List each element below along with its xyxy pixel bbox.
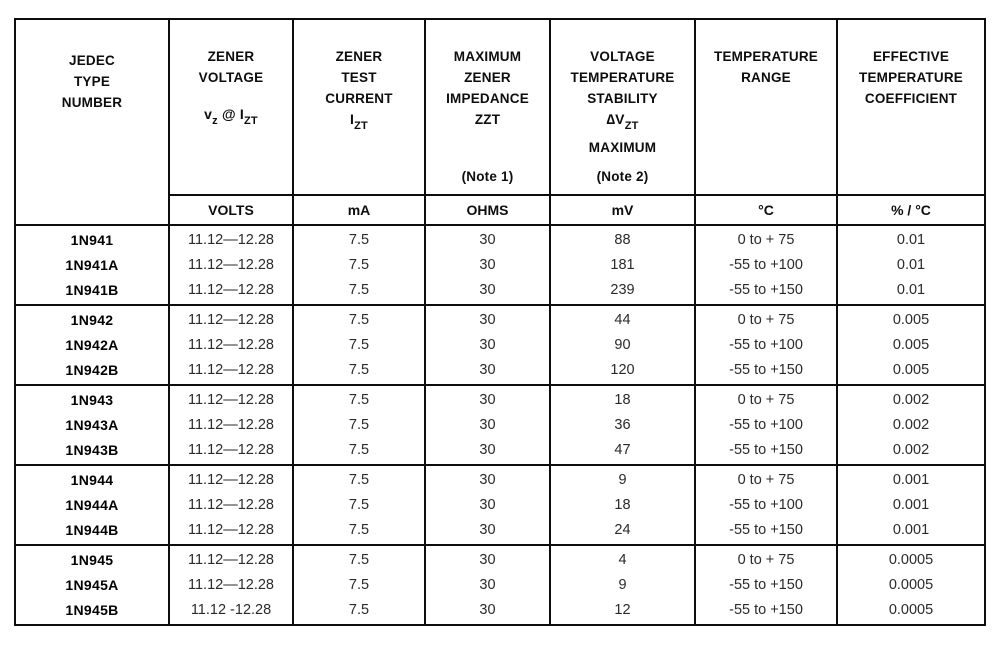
unit-volts: VOLTS [169, 195, 293, 225]
stability-value: 181 [610, 256, 635, 273]
coefficient-value: 0.0005 [888, 576, 934, 593]
group-1n943 [15, 385, 985, 465]
range-value: -55 to +150 [729, 281, 803, 298]
coefficient-value: 0.002 [892, 391, 930, 408]
voltage-value: 11.12—12.28 [188, 521, 274, 538]
range-value: 0 to + 75 [737, 231, 795, 248]
type-value: 1N941 [70, 231, 114, 248]
range-value: -55 to +100 [729, 336, 803, 353]
impedance-value: 30 [479, 601, 496, 618]
coefficient-value: 0.01 [896, 231, 926, 248]
range-value: 0 to + 75 [737, 311, 795, 328]
range-value: 0 to + 75 [737, 471, 795, 488]
current-value: 7.5 [348, 521, 370, 538]
voltage-value: 11.12—12.28 [188, 231, 274, 248]
stability-value: 44 [614, 311, 631, 328]
range-cell [695, 545, 837, 625]
type-value: 1N945A [65, 576, 119, 593]
range-cell [695, 225, 837, 305]
voltage-value: 11.12 -12.28 [190, 601, 272, 618]
impedance-value: 30 [479, 311, 496, 328]
current-value: 7.5 [348, 231, 370, 248]
coefficient-value: 0.01 [896, 256, 926, 273]
header-effective-temp-coefficient [837, 19, 985, 195]
note-2-ref: (Note 2) [596, 169, 649, 184]
impedance-value: 30 [479, 576, 496, 593]
type-value: 1N943B [65, 441, 119, 458]
coefficient-cell [837, 225, 985, 305]
stability-cell [550, 385, 695, 465]
type-value: 1N942A [65, 336, 119, 353]
range-cell [695, 385, 837, 465]
zener-spec-table [14, 18, 986, 626]
impedance-cell [425, 545, 550, 625]
voltage-cell [169, 305, 293, 385]
current-value: 7.5 [348, 441, 370, 458]
header-line: STABILITY [587, 91, 658, 106]
stability-value: 18 [614, 496, 631, 513]
unit-ma: mA [293, 195, 425, 225]
header-line: COEFFICIENT [864, 91, 958, 106]
voltage-cell [169, 385, 293, 465]
unit-pct-per-celsius: % / °C [837, 195, 985, 225]
voltage-value: 11.12—12.28 [188, 496, 274, 513]
group-1n944 [15, 465, 985, 545]
symbol-i: I [239, 106, 244, 122]
current-value: 7.5 [348, 416, 370, 433]
symbol-v: v [204, 106, 213, 122]
voltage-value: 11.12—12.28 [188, 336, 274, 353]
type-cell [15, 225, 169, 305]
zener-voltage-symbol [170, 104, 292, 132]
stability-value: 24 [614, 521, 631, 538]
coefficient-value: 0.005 [892, 336, 930, 353]
stability-value: 120 [610, 361, 635, 378]
current-cell [293, 305, 425, 385]
symbol-v-subscript: z [212, 115, 218, 127]
range-value: -55 to +150 [729, 441, 803, 458]
header-line: TEMPERATURE [570, 70, 675, 85]
symbol-i: I [350, 111, 355, 127]
symbol-delta-v-subscript: ZT [624, 120, 639, 132]
impedance-value: 30 [479, 521, 496, 538]
type-value: 1N941A [65, 256, 119, 273]
type-cell [15, 465, 169, 545]
current-value: 7.5 [348, 496, 370, 513]
stability-value: 47 [614, 441, 631, 458]
range-value: -55 to +100 [729, 416, 803, 433]
header-line: CURRENT [325, 91, 393, 106]
header-max-zener-impedance [425, 19, 550, 195]
coefficient-cell [837, 385, 985, 465]
header-line: EFFECTIVE [872, 49, 950, 64]
voltage-value: 11.12—12.28 [188, 311, 274, 328]
type-value: 1N942 [70, 311, 114, 328]
header-line: NUMBER [61, 95, 123, 110]
impedance-value: 30 [479, 416, 496, 433]
stability-value: 4 [618, 551, 627, 568]
current-value: 7.5 [348, 551, 370, 568]
type-value: 1N943 [70, 391, 114, 408]
range-cell [695, 465, 837, 545]
stability-value: 90 [614, 336, 631, 353]
delta-vzt-symbol [551, 109, 694, 137]
voltage-value: 11.12—12.28 [188, 256, 274, 273]
stability-value: 239 [610, 281, 635, 298]
coefficient-value: 0.001 [892, 496, 930, 513]
stability-cell [550, 225, 695, 305]
current-value: 7.5 [348, 336, 370, 353]
type-value: 1N944 [70, 471, 114, 488]
current-value: 7.5 [348, 601, 370, 618]
coefficient-value: 0.005 [892, 361, 930, 378]
header-line: VOLTAGE [590, 49, 655, 64]
unit-mv: mV [550, 195, 695, 225]
header-line: RANGE [741, 70, 791, 85]
stability-value: 18 [614, 391, 631, 408]
header-jedec-type-number [15, 19, 169, 225]
current-cell [293, 465, 425, 545]
current-value: 7.5 [348, 391, 370, 408]
coefficient-value: 0.005 [892, 311, 930, 328]
coefficient-value: 0.0005 [888, 601, 934, 618]
type-value: 1N944B [65, 521, 119, 538]
current-value: 7.5 [348, 311, 370, 328]
coefficient-cell [837, 465, 985, 545]
unit-ohms: OHMS [425, 195, 550, 225]
coefficient-cell [837, 545, 985, 625]
current-value: 7.5 [348, 361, 370, 378]
type-value: 1N945B [65, 601, 119, 618]
header-line: IMPEDANCE [446, 91, 529, 106]
impedance-cell [425, 385, 550, 465]
header-line: ZZT [474, 112, 501, 127]
stability-value: 88 [614, 231, 631, 248]
header-line: MAXIMUM [453, 49, 522, 64]
voltage-cell [169, 225, 293, 305]
voltage-value: 11.12—12.28 [188, 416, 274, 433]
header-row [15, 19, 985, 195]
stability-value: 36 [614, 416, 631, 433]
current-cell [293, 385, 425, 465]
current-value: 7.5 [348, 471, 370, 488]
voltage-value: 11.12—12.28 [188, 441, 274, 458]
voltage-value: 11.12—12.28 [188, 471, 274, 488]
header-line: VOLTAGE [198, 70, 264, 85]
voltage-value: 11.12—12.28 [188, 576, 274, 593]
type-value: 1N943A [65, 416, 119, 433]
header-zener-test-current [293, 19, 425, 195]
group-1n942 [15, 305, 985, 385]
current-value: 7.5 [348, 256, 370, 273]
impedance-value: 30 [479, 391, 496, 408]
coefficient-value: 0.0005 [888, 551, 934, 568]
impedance-value: 30 [479, 471, 496, 488]
stability-cell [550, 465, 695, 545]
stability-cell [550, 305, 695, 385]
group-1n945 [15, 545, 985, 625]
range-value: -55 to +150 [729, 576, 803, 593]
header-line: ZENER [207, 49, 255, 64]
header-line: MAXIMUM [588, 140, 657, 155]
header-line: TEMPERATURE [714, 49, 818, 64]
impedance-cell [425, 225, 550, 305]
current-value: 7.5 [348, 281, 370, 298]
header-line: TEST [341, 70, 377, 85]
symbol-at: @ [221, 106, 236, 122]
range-value: -55 to +100 [729, 256, 803, 273]
header-voltage-temp-stability [550, 19, 695, 195]
header-line: TEMPERATURE [859, 70, 963, 85]
header-line: JEDEC [68, 53, 115, 68]
type-cell [15, 305, 169, 385]
impedance-value: 30 [479, 231, 496, 248]
current-value: 7.5 [348, 576, 370, 593]
range-value: -55 to +150 [729, 521, 803, 538]
impedance-cell [425, 305, 550, 385]
impedance-value: 30 [479, 441, 496, 458]
header-temperature-range [695, 19, 837, 195]
type-value: 1N941B [65, 281, 119, 298]
range-value: 0 to + 75 [737, 551, 795, 568]
range-value: -55 to +150 [729, 361, 803, 378]
impedance-value: 30 [479, 256, 496, 273]
unit-celsius: °C [695, 195, 837, 225]
voltage-value: 11.12—12.28 [188, 551, 274, 568]
range-value: -55 to +150 [729, 601, 803, 618]
coefficient-value: 0.002 [892, 416, 930, 433]
symbol-i-subscript: ZT [354, 120, 368, 132]
current-cell [293, 225, 425, 305]
stability-cell [550, 545, 695, 625]
type-value: 1N945 [70, 551, 114, 568]
type-cell [15, 385, 169, 465]
impedance-value: 30 [479, 551, 496, 568]
stability-value: 9 [618, 576, 627, 593]
symbol-i-subscript: ZT [244, 115, 258, 127]
current-cell [293, 545, 425, 625]
voltage-value: 11.12—12.28 [188, 391, 274, 408]
range-value: 0 to + 75 [737, 391, 795, 408]
coefficient-value: 0.01 [896, 281, 926, 298]
impedance-cell [425, 465, 550, 545]
impedance-value: 30 [479, 281, 496, 298]
voltage-cell [169, 465, 293, 545]
test-current-symbol [294, 109, 424, 137]
coefficient-value: 0.001 [892, 521, 930, 538]
impedance-value: 30 [479, 336, 496, 353]
voltage-value: 11.12—12.28 [188, 361, 274, 378]
type-value: 1N942B [65, 361, 119, 378]
voltage-cell [169, 545, 293, 625]
coefficient-cell [837, 305, 985, 385]
type-cell [15, 545, 169, 625]
voltage-value: 11.12—12.28 [188, 281, 274, 298]
note-1-ref: (Note 1) [461, 169, 514, 184]
header-zener-voltage [169, 19, 293, 195]
symbol-delta-v: ∆V [606, 111, 625, 127]
header-line: TYPE [73, 74, 111, 89]
type-value: 1N944A [65, 496, 119, 513]
impedance-value: 30 [479, 361, 496, 378]
stability-value: 9 [618, 471, 627, 488]
coefficient-value: 0.002 [892, 441, 930, 458]
impedance-value: 30 [479, 496, 496, 513]
coefficient-value: 0.001 [892, 471, 930, 488]
header-line: ZENER [335, 49, 383, 64]
range-cell [695, 305, 837, 385]
stability-value: 12 [614, 601, 631, 618]
group-1n941 [15, 225, 985, 305]
range-value: -55 to +100 [729, 496, 803, 513]
header-line: ZENER [464, 70, 511, 85]
